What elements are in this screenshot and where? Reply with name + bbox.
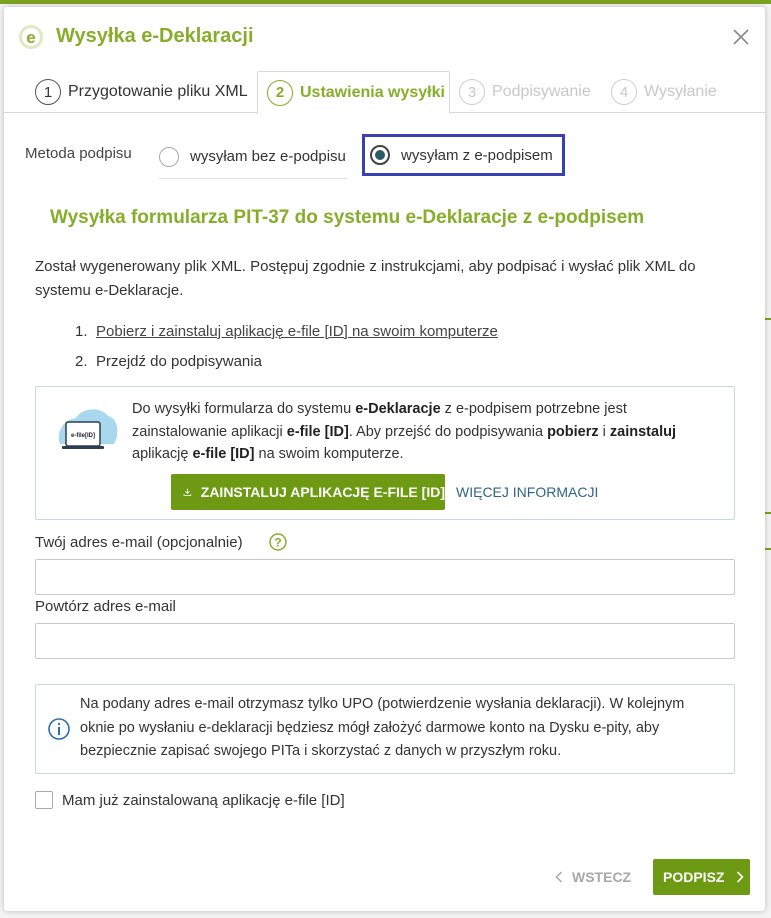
radio-label: wysyłam z e-podpisem <box>401 146 553 164</box>
chevron-left-icon <box>555 871 563 883</box>
text: z e-podpisem potrzebne jest zainstalowanie aplikacji <box>132 401 627 440</box>
tab-label: Przygotowanie pliku XML <box>68 83 248 100</box>
step-index: 1. <box>75 323 88 340</box>
bold-text: pobierz <box>547 423 599 440</box>
e-pity-logo-icon <box>18 24 44 50</box>
tab-sending[interactable] <box>611 71 717 113</box>
step-index: 2. <box>75 353 88 370</box>
svg-text:?: ? <box>274 535 282 550</box>
back-button-label: WSTECZ <box>572 869 632 885</box>
text: aplikację <box>132 446 193 462</box>
radio-unchecked-icon[interactable] <box>159 147 179 167</box>
bold-text: e-Deklaracje <box>355 401 441 417</box>
help-icon[interactable] <box>269 533 287 551</box>
step-number: 4 <box>611 79 637 105</box>
section-heading: Wysyłka formularza PIT-37 do systemu e-Deklaracje z e-podpisem <box>50 207 645 228</box>
tab-shipping-settings[interactable] <box>257 71 450 114</box>
illustration-label: e-file[ID] <box>71 433 95 439</box>
repeat-email-label: Powtórz adres e-mail <box>35 598 176 615</box>
instruction-steps <box>75 317 498 377</box>
text: i <box>598 423 610 440</box>
radio-label: wysyłam bez e-podpisu <box>190 148 346 165</box>
already-installed-checkbox[interactable] <box>35 791 53 809</box>
more-info-link[interactable]: WIĘCEJ INFORMACJI <box>456 484 599 500</box>
radio-with-signature[interactable] <box>362 134 565 176</box>
wizard-tabs <box>4 71 765 113</box>
bold-text: e-file [ID] <box>192 446 255 462</box>
dialog-header <box>4 7 765 67</box>
signature-method-label: Metoda podpisu <box>25 145 132 162</box>
step-number: 3 <box>459 79 485 105</box>
text: Do wysyłki formularza do systemu <box>132 401 356 417</box>
tab-label: Podpisywanie <box>492 83 591 100</box>
radio-checked-icon[interactable] <box>370 145 390 165</box>
bold-text: e-file [ID] <box>286 423 349 440</box>
tab-label: Wysyłanie <box>644 83 717 100</box>
upo-info-text: Na podany adres e-mail otrzymasz tylko UPO (potwierdzenie wysłania deklaracji). W kolejnym oknie po wysłaniu e-deklaracji będziesz mógł założyć darmowe konto na Dysku e-pity, aby bezpiecznie zapisać swojego PITa i skorzystać z danych w przyszłym roku. <box>80 696 685 759</box>
step-number: 1 <box>35 79 61 105</box>
svg-text:e: e <box>26 28 36 47</box>
checkbox-label: Mam już zainstalowaną aplikację e-file [ID] <box>62 791 345 809</box>
list-item <box>75 347 498 377</box>
already-installed-checkbox-row[interactable] <box>35 790 345 810</box>
upo-info-box <box>35 684 735 774</box>
repeat-email-input[interactable] <box>35 623 735 659</box>
install-description <box>132 398 712 466</box>
info-icon <box>47 717 71 741</box>
background-divider <box>765 318 771 320</box>
tab-prepare-xml[interactable] <box>35 71 248 113</box>
list-item <box>75 317 498 347</box>
laptop-illustration-icon <box>54 404 120 458</box>
download-icon <box>183 483 192 501</box>
install-button-label: ZAINSTALUJ APLIKACJĘ E-FILE [ID] <box>200 484 445 500</box>
email-input[interactable] <box>35 559 735 595</box>
step-text: Przejdź do podpisywania <box>96 353 262 370</box>
tab-signing[interactable] <box>459 71 591 113</box>
download-install-link[interactable]: Pobierz i zainstaluj aplikację e-file [ID] na swoim komputerze <box>96 323 498 340</box>
background-divider <box>765 548 771 550</box>
step-number: 2 <box>267 80 293 106</box>
email-label: Twój adres e-mail (opcjonalnie) <box>35 534 243 551</box>
chevron-right-icon <box>736 871 744 883</box>
text: . Aby przejść do podpisywania <box>348 423 548 440</box>
sign-button[interactable] <box>653 859 750 895</box>
install-app-button[interactable] <box>171 474 445 510</box>
radio-without-signature[interactable] <box>159 135 348 179</box>
background-divider <box>765 512 771 514</box>
sign-button-label: PODPISZ <box>663 869 725 885</box>
bold-text: zainstaluj <box>609 423 676 440</box>
intro-text: Został wygenerowany plik XML. Postępuj zgodnie z instrukcjami, aby podpisać i wysłać plik XML do systemu e-Deklaracje. <box>35 258 696 299</box>
back-button[interactable] <box>555 860 631 894</box>
send-dialog <box>4 7 765 911</box>
close-icon[interactable] <box>731 27 751 47</box>
background-top-bar <box>0 0 771 4</box>
install-app-box <box>35 386 735 520</box>
dialog-title: Wysyłka e-Deklaracji <box>56 25 254 47</box>
text: na swoim komputerze. <box>254 446 404 462</box>
tab-label: Ustawienia wysyłki <box>300 83 445 101</box>
